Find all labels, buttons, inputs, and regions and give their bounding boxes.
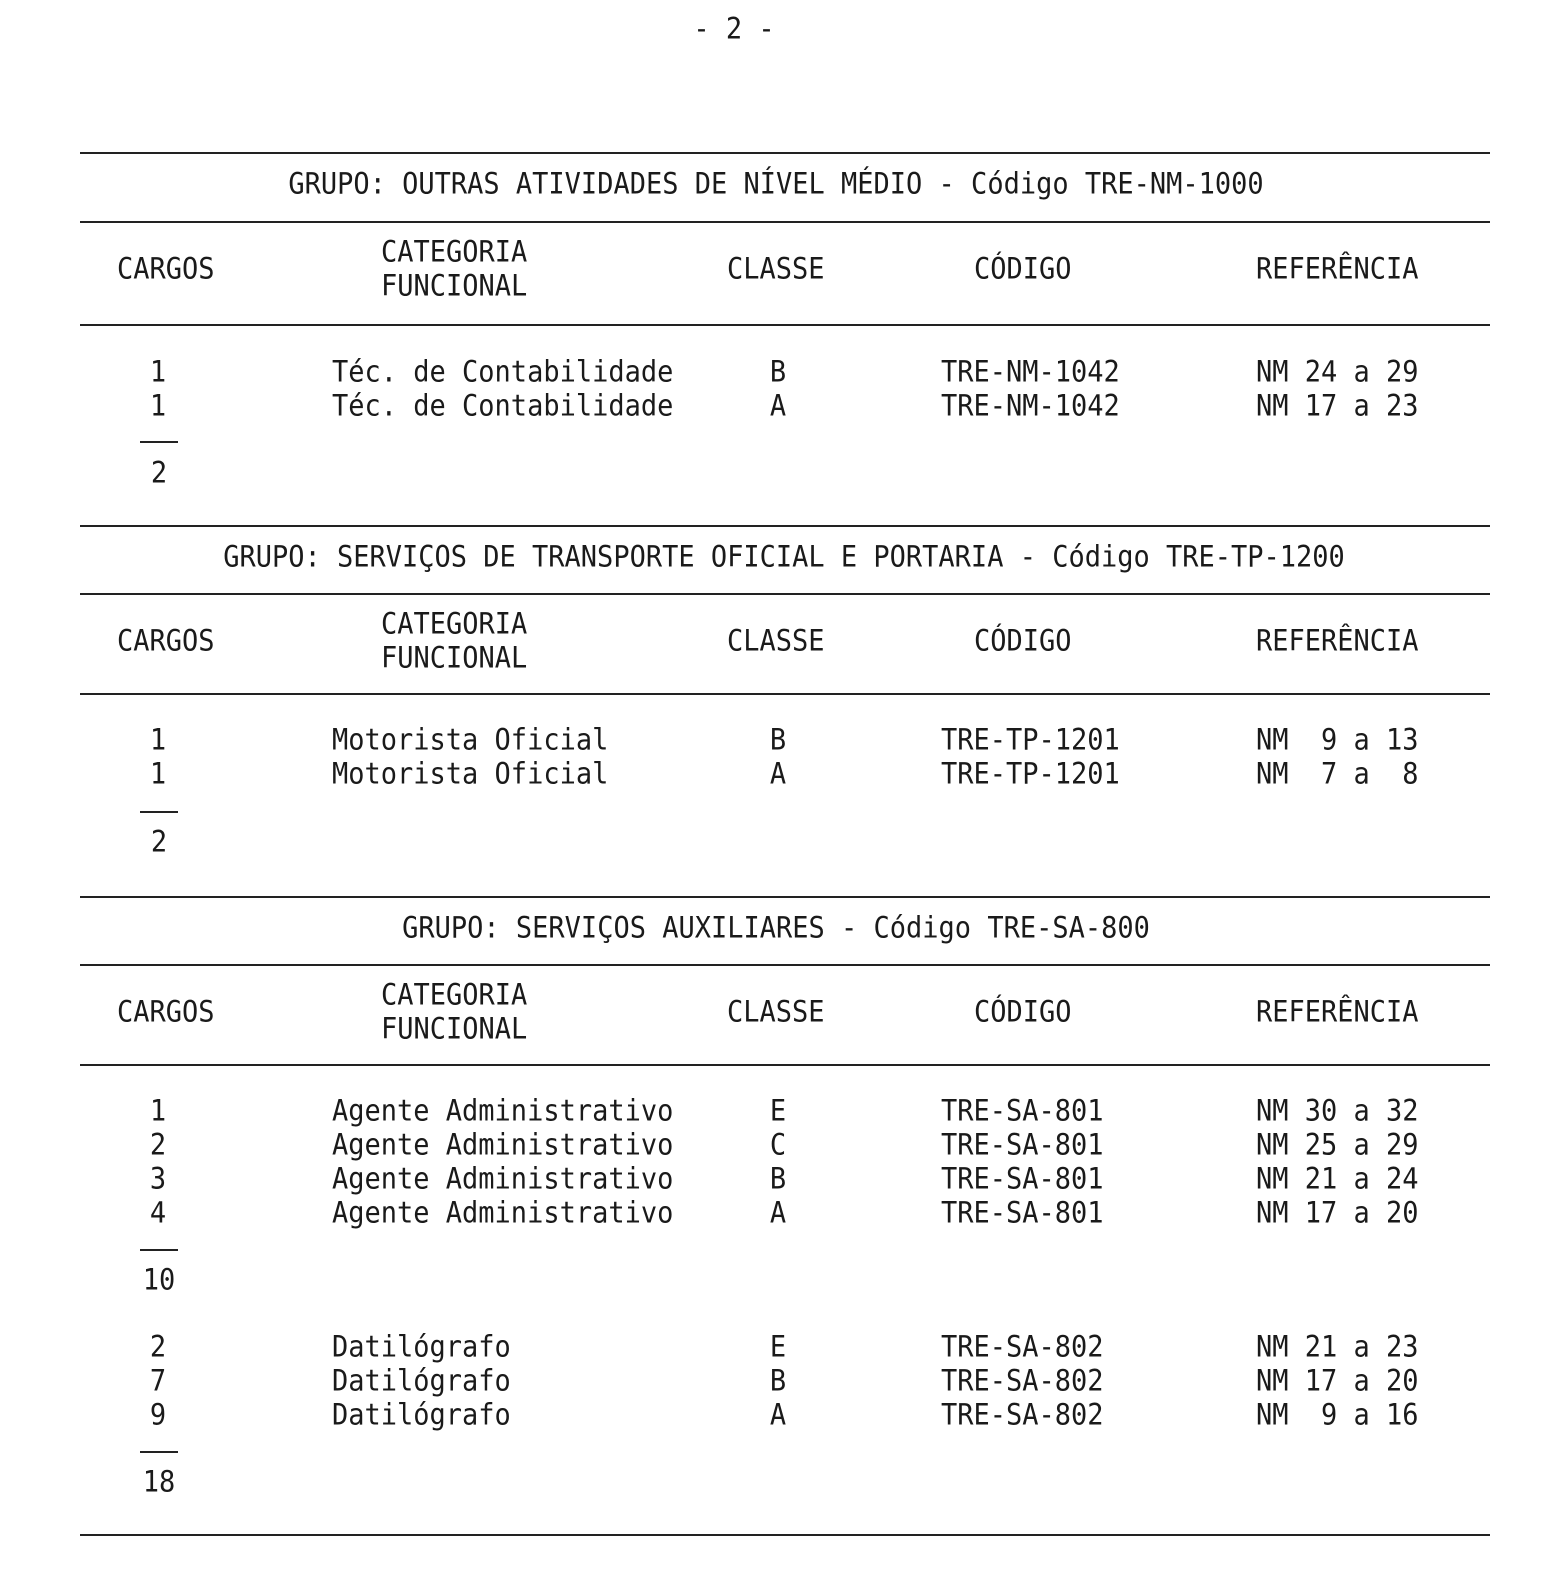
cell-codigo: TRE-SA-801 — [941, 1196, 1104, 1231]
cell-categoria: Agente Administrativo — [332, 1094, 674, 1129]
cell-cargos: 3 — [149, 1162, 167, 1197]
cell-cargos: 1 — [149, 723, 167, 758]
header-funcional: FUNCIONAL — [381, 1012, 528, 1047]
header-categoria: CATEGORIA — [381, 607, 528, 642]
cell-codigo: TRE-TP-1201 — [941, 723, 1120, 758]
cell-categoria: Téc. de Contabilidade — [332, 389, 674, 424]
subtotal-rule — [140, 811, 178, 813]
cell-cargos: 1 — [149, 1094, 167, 1129]
cell-cargos: 9 — [149, 1398, 167, 1433]
table-rule — [80, 221, 1490, 223]
cell-classe: B — [769, 1364, 787, 1399]
cell-categoria: Datilógrafo — [332, 1330, 511, 1365]
table-rule — [80, 693, 1490, 695]
header-cargos: CARGOS — [117, 252, 215, 287]
table-rule — [80, 1534, 1490, 1536]
page-number: - 2 - — [693, 12, 775, 47]
header-codigo: CÓDIGO — [974, 252, 1072, 287]
cell-referencia: NM 17 a 20 — [1256, 1196, 1419, 1231]
header-referencia: REFERÊNCIA — [1256, 252, 1419, 287]
cell-classe: A — [769, 1398, 787, 1433]
cell-cargos: 2 — [149, 1330, 167, 1365]
cell-codigo: TRE-SA-802 — [941, 1398, 1104, 1433]
cell-classe: E — [769, 1330, 787, 1365]
cell-codigo: TRE-NM-1042 — [941, 355, 1120, 390]
subtotal: 2 — [150, 456, 168, 491]
subtotal-rule — [140, 1451, 178, 1453]
table-rule — [80, 324, 1490, 326]
table-rule — [80, 525, 1490, 527]
group-title: GRUPO: SERVIÇOS AUXILIARES - Código TRE-SA-800 — [402, 911, 1150, 946]
cell-codigo: TRE-NM-1042 — [941, 389, 1120, 424]
cell-classe: A — [769, 1196, 787, 1231]
cell-categoria: Motorista Oficial — [332, 757, 609, 792]
header-categoria: CATEGORIA — [381, 235, 528, 270]
cell-categoria: Agente Administrativo — [332, 1128, 674, 1163]
cell-categoria: Datilógrafo — [332, 1398, 511, 1433]
cell-categoria: Motorista Oficial — [332, 723, 609, 758]
cell-categoria: Agente Administrativo — [332, 1162, 674, 1197]
header-referencia: REFERÊNCIA — [1256, 624, 1419, 659]
header-codigo: CÓDIGO — [974, 624, 1072, 659]
cell-classe: B — [769, 355, 787, 390]
cell-referencia: NM 9 a 13 — [1256, 723, 1419, 758]
cell-codigo: TRE-SA-801 — [941, 1128, 1104, 1163]
cell-categoria: Téc. de Contabilidade — [332, 355, 674, 390]
header-referencia: REFERÊNCIA — [1256, 995, 1419, 1030]
table-rule — [80, 1064, 1490, 1066]
cell-classe: A — [769, 389, 787, 424]
cell-referencia: NM 17 a 20 — [1256, 1364, 1419, 1399]
group-title: GRUPO: OUTRAS ATIVIDADES DE NÍVEL MÉDIO - Código TRE-NM-1000 — [288, 167, 1264, 202]
cell-classe: A — [769, 757, 787, 792]
cell-referencia: NM 9 a 16 — [1256, 1398, 1419, 1433]
table-rule — [80, 152, 1490, 154]
cell-codigo: TRE-SA-802 — [941, 1364, 1104, 1399]
table-rule — [80, 593, 1490, 595]
cell-cargos: 1 — [149, 389, 167, 424]
subtotal-rule — [140, 441, 178, 443]
cell-classe: B — [769, 723, 787, 758]
subtotal: 18 — [142, 1465, 176, 1500]
cell-codigo: TRE-SA-802 — [941, 1330, 1104, 1365]
subtotal-rule — [140, 1249, 178, 1251]
cell-cargos: 1 — [149, 355, 167, 390]
header-classe: CLASSE — [727, 995, 825, 1030]
header-categoria: CATEGORIA — [381, 978, 528, 1013]
header-classe: CLASSE — [727, 624, 825, 659]
header-funcional: FUNCIONAL — [381, 641, 528, 676]
cell-referencia: NM 30 a 32 — [1256, 1094, 1419, 1129]
cell-codigo: TRE-SA-801 — [941, 1094, 1104, 1129]
header-codigo: CÓDIGO — [974, 995, 1072, 1030]
table-rule — [80, 896, 1490, 898]
header-cargos: CARGOS — [117, 624, 215, 659]
table-rule — [80, 964, 1490, 966]
cell-classe: E — [769, 1094, 787, 1129]
cell-referencia: NM 21 a 23 — [1256, 1330, 1419, 1365]
group-title: GRUPO: SERVIÇOS DE TRANSPORTE OFICIAL E PORTARIA - Código TRE-TP-1200 — [223, 540, 1345, 575]
cell-referencia: NM 17 a 23 — [1256, 389, 1419, 424]
cell-codigo: TRE-SA-801 — [941, 1162, 1104, 1197]
cell-classe: B — [769, 1162, 787, 1197]
cell-codigo: TRE-TP-1201 — [941, 757, 1120, 792]
header-cargos: CARGOS — [117, 995, 215, 1030]
cell-referencia: NM 7 a 8 — [1256, 757, 1419, 792]
cell-cargos: 7 — [149, 1364, 167, 1399]
cell-referencia: NM 21 a 24 — [1256, 1162, 1419, 1197]
cell-referencia: NM 25 a 29 — [1256, 1128, 1419, 1163]
subtotal: 10 — [142, 1263, 176, 1298]
cell-cargos: 2 — [149, 1128, 167, 1163]
cell-classe: C — [769, 1128, 787, 1163]
cell-referencia: NM 24 a 29 — [1256, 355, 1419, 390]
header-funcional: FUNCIONAL — [381, 269, 528, 304]
cell-categoria: Datilógrafo — [332, 1364, 511, 1399]
cell-categoria: Agente Administrativo — [332, 1196, 674, 1231]
subtotal: 2 — [150, 825, 168, 860]
header-classe: CLASSE — [727, 252, 825, 287]
cell-cargos: 4 — [149, 1196, 167, 1231]
cell-cargos: 1 — [149, 757, 167, 792]
